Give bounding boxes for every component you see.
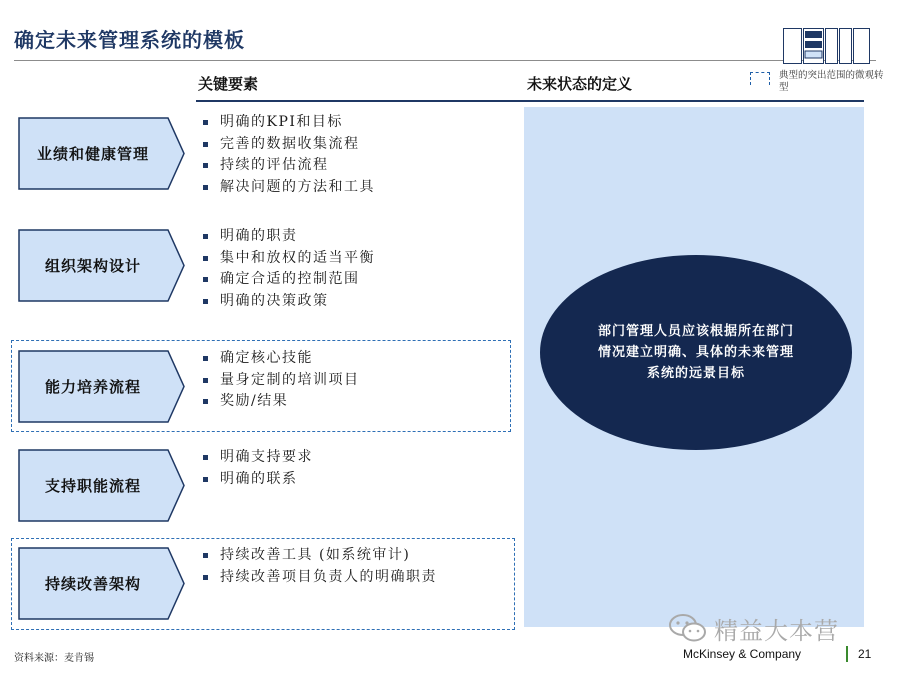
element-label-text: 支持职能流程 [44,477,141,495]
definition-ellipse [540,255,852,450]
watermark-text: 精益大本营 [714,616,839,645]
element-label-capability [18,350,185,423]
header-future-state: 未来状态的定义 [527,75,633,93]
bullet-item: 完善的数据收集流程 [200,134,375,156]
footer-separator [846,646,848,662]
layout-thumbnail-icon [783,28,871,64]
definition-text: 部门管理人员应该根据所在部门情况建立明确、具体的未来管理系统的远景目标 [597,324,794,381]
bullet-item: 持续改善工具 (如系统审计) [200,545,437,567]
bullet-item: 确定合适的控制范围 [200,269,375,291]
bullet-item: 明确的KPI和目标 [200,112,375,134]
bullet-item: 持续改善项目负责人的明确职责 [200,567,437,589]
element-label-text: 业绩和健康管理 [36,145,149,163]
bullet-item: 确定核心技能 [200,348,360,370]
legend-text: 典型的突出范围的微观转型 [779,70,884,93]
element-label-improvement [18,547,185,620]
watermark [668,612,839,644]
legend-dashed-swatch-icon [750,72,770,85]
bullet-item: 解决问题的方法和工具 [200,177,375,199]
element-label-org-design [18,229,185,302]
title-divider [14,60,876,61]
wechat-logo-icon [668,613,708,643]
source-note: 资料来源：麦肯锡 [14,653,94,664]
element-label-text: 持续改善架构 [44,575,141,593]
element-bullets-org-design [200,226,375,312]
element-label-performance [18,117,185,190]
element-bullets-improvement [200,545,437,588]
page-number: 21 [858,647,872,661]
element-bullets-capability [200,348,360,413]
bullet-item: 奖励/结果 [200,391,360,413]
header-divider [196,100,864,102]
bullet-item: 量身定制的培训项目 [200,370,360,392]
element-label-support [18,449,185,522]
bullet-item: 明确支持要求 [200,447,313,469]
bullet-item: 集中和放权的适当平衡 [200,248,375,270]
header-key-elements: 关键要素 [198,75,259,93]
company-name: McKinsey & Company [683,647,802,661]
bullet-item: 明确的职责 [200,226,375,248]
element-label-text: 组织架构设计 [44,257,141,275]
element-bullets-support [200,447,313,490]
bullet-item: 明确的联系 [200,469,313,491]
element-bullets-performance [200,112,375,198]
element-label-text: 能力培养流程 [44,378,141,396]
bullet-item: 持续的评估流程 [200,155,375,177]
bullet-item: 明确的决策政策 [200,291,375,313]
page-title: 确定未来管理系统的模板 [14,28,245,52]
